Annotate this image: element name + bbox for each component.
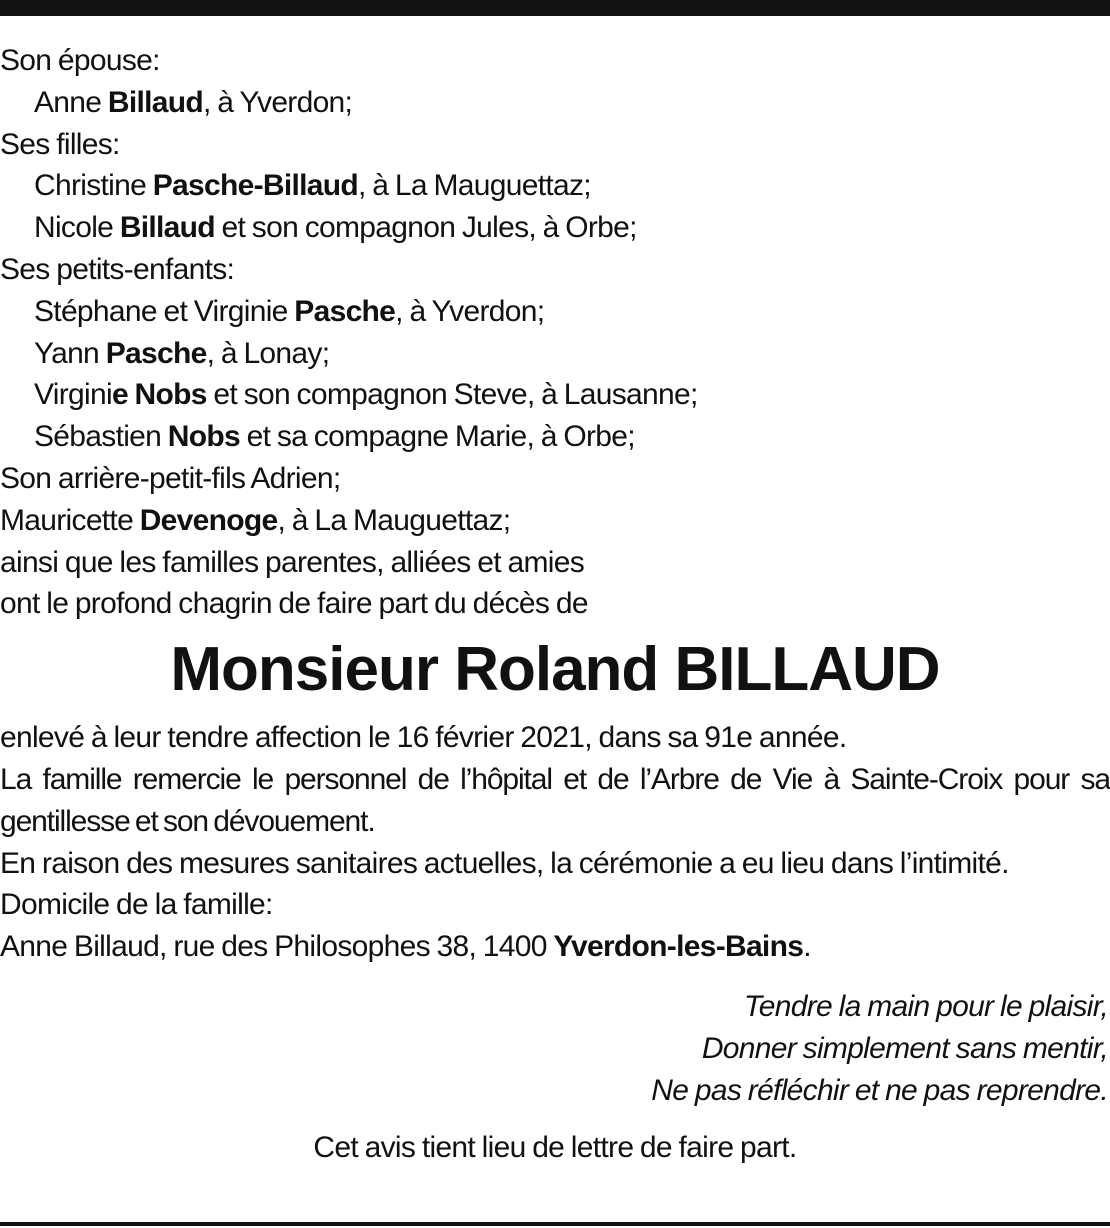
announcement-line: ont le profond chagrin de faire part du décès de	[0, 587, 588, 621]
address-line: Anne Billaud, rue des Philosophes 38, 1400 Yverdon-les-Bains.	[0, 930, 811, 964]
grandchild-line-3: Virginie Nobs et son compagnon Steve, à Lausanne;	[34, 378, 698, 412]
deceased-name: Monsieur Roland BILLAUD	[170, 635, 940, 705]
surname: Billaud	[107, 85, 204, 119]
poem	[0, 986, 1110, 1111]
families-line: ainsi que les familles parentes, alliées et amies	[0, 545, 585, 579]
spouse-line: Anne Billaud, à Yverdon;	[34, 85, 353, 119]
ceremony-paragraph: En raison des mesures sanitaires actuelles, la cérémonie a eu lieu dans l’intimité.	[0, 846, 1009, 880]
surname: Billaud	[119, 211, 215, 245]
obituary-notice	[0, 40, 1110, 1169]
top-border-rule	[0, 0, 1110, 16]
surname: Devenoge	[139, 503, 278, 537]
grandchildren-heading: Ses petits-enfants:	[0, 252, 235, 286]
grandchild-line-4: Sébastien Nobs et sa compagne Marie, à Orbe;	[34, 420, 635, 454]
spouse-heading: Son épouse:	[0, 44, 160, 77]
grandchild-line-2: Yann Pasche, à Lonay;	[34, 336, 330, 370]
daughters-heading: Ses filles:	[0, 127, 120, 161]
relative-line: Mauricette Devenoge, à La Mauguettaz;	[0, 503, 511, 537]
surname: Pasche	[294, 294, 396, 328]
great-grandson-line: Son arrière-petit-fils Adrien;	[0, 461, 341, 495]
closing-line: Cet avis tient lieu de lettre de faire part.	[313, 1131, 797, 1165]
thanks-paragraph: La famille remercie le personnel de l’hôpital et de l’Arbre de Vie à Sainte-Croix pour sa gentillesse et son dévouement.	[0, 762, 1110, 838]
surname: Pasche	[105, 336, 207, 370]
passing-line: enlevé à leur tendre affection le 16 février 2021, dans sa 91e année.	[0, 721, 847, 755]
surname: Pasche-Billaud	[152, 169, 358, 203]
daughter-line-2: Nicole Billaud et son compagnon Jules, à Orbe;	[34, 211, 637, 245]
surname: Nobs	[167, 420, 240, 454]
surname: e Nobs	[111, 378, 207, 412]
grandchild-line-1: Stéphane et Virginie Pasche, à Yverdon;	[34, 294, 545, 328]
daughter-line-1: Christine Pasche-Billaud, à La Mauguettaz;	[34, 169, 591, 203]
poem-line: Ne pas réfléchir et ne pas reprendre.	[651, 1073, 1108, 1107]
domicile-heading: Domicile de la famille:	[0, 888, 273, 922]
city: Yverdon-les-Bains	[553, 930, 804, 964]
bottom-border-rule	[0, 1222, 1110, 1226]
poem-line: Donner simplement sans mentir,	[701, 1031, 1108, 1065]
poem-line: Tendre la main pour le plaisir,	[743, 989, 1108, 1023]
